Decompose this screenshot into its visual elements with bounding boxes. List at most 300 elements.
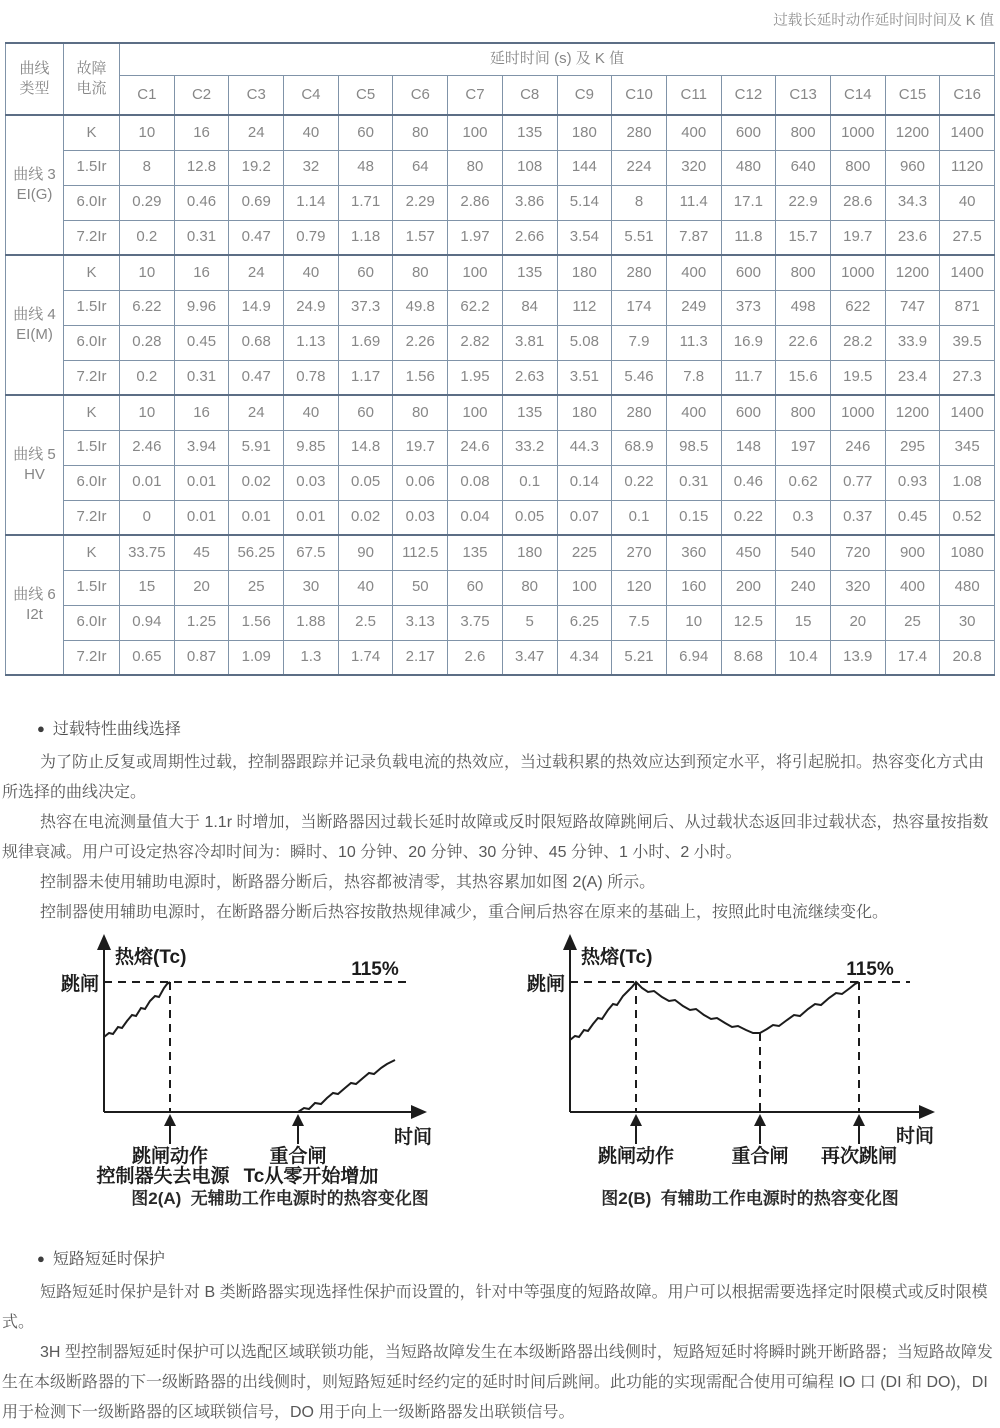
- value-cell: 0.02: [229, 465, 284, 500]
- value-cell: 3.54: [557, 220, 612, 255]
- value-cell: 84: [502, 290, 557, 325]
- trip-marker-arrowhead-icon: [164, 1114, 176, 1126]
- column-header: C8: [502, 75, 557, 115]
- value-cell: 0.2: [120, 220, 175, 255]
- column-header: C10: [612, 75, 667, 115]
- value-cell: 450: [721, 535, 776, 570]
- value-cell: 28.6: [830, 185, 885, 220]
- value-cell: 60: [338, 115, 393, 150]
- value-cell: 0.02: [338, 500, 393, 535]
- note-power-loss: 控制器失去电源: [96, 1166, 230, 1187]
- value-cell: 900: [885, 535, 940, 570]
- column-header: C16: [940, 75, 995, 115]
- table-row: [6, 220, 995, 255]
- value-cell: 10: [666, 605, 721, 640]
- value-cell: 600: [721, 395, 776, 430]
- table-row: [6, 325, 995, 360]
- value-cell: 17.1: [721, 185, 776, 220]
- value-cell: 7.87: [666, 220, 721, 255]
- value-cell: 1.97: [448, 220, 503, 255]
- value-cell: 720: [830, 535, 885, 570]
- trip-marker-arrowhead-icon: [630, 1114, 642, 1126]
- column-header: C7: [448, 75, 503, 115]
- value-cell: 540: [776, 535, 831, 570]
- value-cell: 0.65: [120, 640, 175, 675]
- table-row: [6, 115, 995, 150]
- value-cell: 0.01: [174, 465, 229, 500]
- value-cell: 1.14: [284, 185, 339, 220]
- fault-current-cell: 6.0Ir: [64, 325, 120, 360]
- thermal-curve-restart: [298, 1060, 395, 1112]
- fault-current-cell: K: [64, 535, 120, 570]
- value-cell: 3.81: [502, 325, 557, 360]
- retrip-marker-arrowhead-icon: [853, 1114, 865, 1126]
- table-row: [6, 465, 995, 500]
- value-cell: 27.5: [940, 220, 995, 255]
- value-cell: 3.47: [502, 640, 557, 675]
- table-header-row: [6, 43, 995, 75]
- value-cell: 60: [448, 570, 503, 605]
- value-cell: 22.6: [776, 325, 831, 360]
- value-cell: 0.68: [229, 325, 284, 360]
- bullet-icon: ●: [37, 721, 45, 736]
- value-cell: 30: [284, 570, 339, 605]
- value-cell: 5.51: [612, 220, 667, 255]
- page-header-note: 过载长延时动作延时间时间及 K 值: [773, 13, 994, 29]
- value-cell: 871: [940, 290, 995, 325]
- value-cell: 345: [940, 430, 995, 465]
- reclose-label: 重合闸: [269, 1146, 327, 1167]
- value-cell: 0.28: [120, 325, 175, 360]
- paragraph: 控制器使用辅助电源时，在断路器分断后热容按散热规律减少，重合闸后热容在原来的基础上，按照此时电流继续变化。: [40, 904, 889, 921]
- value-cell: 0.01: [120, 465, 175, 500]
- value-cell: 0.45: [885, 500, 940, 535]
- table-row: [6, 255, 995, 290]
- value-cell: 280: [612, 115, 667, 150]
- value-cell: 0.29: [120, 185, 175, 220]
- value-cell: 48: [338, 150, 393, 185]
- value-cell: 60: [338, 255, 393, 290]
- value-cell: 33.75: [120, 535, 175, 570]
- value-cell: 800: [776, 255, 831, 290]
- value-cell: 37.3: [338, 290, 393, 325]
- value-cell: 2.63: [502, 360, 557, 395]
- value-cell: 0.01: [229, 500, 284, 535]
- value-cell: 9.85: [284, 430, 339, 465]
- value-cell: 90: [338, 535, 393, 570]
- figure-b-caption: 图2(B) 有辅助工作电源时的热容变化图: [601, 1189, 899, 1208]
- column-header: C5: [338, 75, 393, 115]
- delay-k-span-header: 延时时间 (s) 及 K 值: [120, 43, 995, 75]
- value-cell: 0.31: [174, 360, 229, 395]
- value-cell: 240: [776, 570, 831, 605]
- value-cell: 25: [229, 570, 284, 605]
- value-cell: 3.13: [393, 605, 448, 640]
- value-cell: 1.18: [338, 220, 393, 255]
- value-cell: 2.82: [448, 325, 503, 360]
- value-cell: 25: [885, 605, 940, 640]
- value-cell: 39.5: [940, 325, 995, 360]
- value-cell: 11.4: [666, 185, 721, 220]
- value-cell: 180: [557, 115, 612, 150]
- value-cell: 800: [776, 395, 831, 430]
- value-cell: 19.7: [830, 220, 885, 255]
- value-cell: 11.3: [666, 325, 721, 360]
- value-cell: 15: [776, 605, 831, 640]
- value-cell: 1.69: [338, 325, 393, 360]
- value-cell: 100: [448, 395, 503, 430]
- note-tc-restart: Tc从零开始增加: [243, 1166, 379, 1187]
- value-cell: 12.8: [174, 150, 229, 185]
- value-cell: 60: [338, 395, 393, 430]
- value-cell: 0.93: [885, 465, 940, 500]
- value-cell: 249: [666, 290, 721, 325]
- value-cell: 280: [612, 395, 667, 430]
- value-cell: 20: [174, 570, 229, 605]
- value-cell: 480: [721, 150, 776, 185]
- paragraph: 短路短延时保护是针对 B 类断路器实现选择性保护而设置的，针对中等强度的短路故障。用户可以根据需要选择定时限模式或反时限模式。: [2, 1284, 988, 1331]
- fault-current-cell: 6.0Ir: [64, 605, 120, 640]
- value-cell: 0.78: [284, 360, 339, 395]
- fault-current-cell: 6.0Ir: [64, 465, 120, 500]
- value-cell: 0: [120, 500, 175, 535]
- table-row: [6, 500, 995, 535]
- value-cell: 1.74: [338, 640, 393, 675]
- value-cell: 135: [502, 395, 557, 430]
- section-overload-body: [2, 748, 998, 928]
- value-cell: 1200: [885, 115, 940, 150]
- paragraph: 3H 型控制器短延时保护可以选配区域联锁功能，当短路故障发生在本级断路器出线侧时，短路短延时将瞬时跳开断路器；当短路故障发生在本级断路器的下一级断路器的出线侧时，则短路短延时经约定的延时时间后跳闸。此功能的实现需配合使用可编程 IO 口 (DI 和 DO)，DI 用于检测下一级断路器的区域联锁信号，DO 用于向上一级断路器发出联锁信号。: [2, 1344, 993, 1421]
- value-cell: 15.7: [776, 220, 831, 255]
- value-cell: 1120: [940, 150, 995, 185]
- value-cell: 135: [502, 115, 557, 150]
- bullet-icon: ●: [37, 1251, 45, 1266]
- threshold-label: 115%: [846, 959, 894, 980]
- value-cell: 24: [229, 115, 284, 150]
- column-header: C4: [284, 75, 339, 115]
- value-cell: 5.46: [612, 360, 667, 395]
- trip-level-label: 跳闸: [526, 974, 565, 995]
- table-row: [6, 395, 995, 430]
- value-cell: 19.7: [393, 430, 448, 465]
- x-axis-label: 时间: [895, 1126, 935, 1147]
- fault-current-cell: 7.2Ir: [64, 220, 120, 255]
- figure-a-caption: 图2(A) 无辅助工作电源时的热容变化图: [131, 1189, 429, 1208]
- value-cell: 50: [393, 570, 448, 605]
- value-cell: 960: [885, 150, 940, 185]
- value-cell: 2.29: [393, 185, 448, 220]
- reclose-marker-arrowhead-icon: [754, 1114, 766, 1126]
- value-cell: 0.04: [448, 500, 503, 535]
- value-cell: 1.13: [284, 325, 339, 360]
- table-row: [6, 430, 995, 465]
- value-cell: 1.56: [393, 360, 448, 395]
- curve-type-header: 曲线 类型: [6, 43, 64, 115]
- value-cell: 24.9: [284, 290, 339, 325]
- value-cell: 5: [502, 605, 557, 640]
- value-cell: 0.31: [666, 465, 721, 500]
- value-cell: 160: [666, 570, 721, 605]
- curve-name-cell: 曲线 6 I2t: [6, 535, 64, 675]
- value-cell: 0.31: [174, 220, 229, 255]
- value-cell: 2.46: [120, 430, 175, 465]
- value-cell: 360: [666, 535, 721, 570]
- value-cell: 0.07: [557, 500, 612, 535]
- x-axis-label: 时间: [393, 1127, 433, 1148]
- column-header: C11: [666, 75, 721, 115]
- section-short-delay-title: [2, 1249, 998, 1271]
- thermal-curve: [570, 982, 859, 1040]
- value-cell: 1.57: [393, 220, 448, 255]
- figure-b: [525, 930, 975, 1209]
- fault-current-cell: 7.2Ir: [64, 360, 120, 395]
- value-cell: 1.95: [448, 360, 503, 395]
- value-cell: 12.5: [721, 605, 776, 640]
- value-cell: 16: [174, 395, 229, 430]
- value-cell: 100: [557, 570, 612, 605]
- value-cell: 600: [721, 115, 776, 150]
- value-cell: 6.94: [666, 640, 721, 675]
- value-cell: 112.5: [393, 535, 448, 570]
- value-cell: 10.4: [776, 640, 831, 675]
- x-axis-arrow-icon: [411, 1105, 427, 1119]
- value-cell: 0.05: [338, 465, 393, 500]
- value-cell: 1000: [830, 255, 885, 290]
- value-cell: 40: [284, 395, 339, 430]
- value-cell: 24.6: [448, 430, 503, 465]
- value-cell: 64: [393, 150, 448, 185]
- value-cell: 62.2: [448, 290, 503, 325]
- value-cell: 498: [776, 290, 831, 325]
- section-overload: [2, 719, 998, 928]
- value-cell: 0.45: [174, 325, 229, 360]
- y-axis-arrow-icon: [97, 934, 111, 950]
- value-cell: 480: [940, 570, 995, 605]
- value-cell: 7.8: [666, 360, 721, 395]
- value-cell: 0.94: [120, 605, 175, 640]
- value-cell: 800: [830, 150, 885, 185]
- value-cell: 33.9: [885, 325, 940, 360]
- value-cell: 1.71: [338, 185, 393, 220]
- value-cell: 28.2: [830, 325, 885, 360]
- value-cell: 0.47: [229, 220, 284, 255]
- trip-level-label: 跳闸: [60, 974, 99, 995]
- value-cell: 1400: [940, 115, 995, 150]
- value-cell: 6.25: [557, 605, 612, 640]
- value-cell: 0.08: [448, 465, 503, 500]
- value-cell: 0.01: [284, 500, 339, 535]
- x-axis-arrow-icon: [919, 1105, 935, 1119]
- value-cell: 33.2: [502, 430, 557, 465]
- fault-current-cell: 1.5Ir: [64, 290, 120, 325]
- value-cell: 23.4: [885, 360, 940, 395]
- value-cell: 0.46: [174, 185, 229, 220]
- value-cell: 0.03: [393, 500, 448, 535]
- table-row: [6, 570, 995, 605]
- fault-current-cell: 1.5Ir: [64, 570, 120, 605]
- value-cell: 8.68: [721, 640, 776, 675]
- column-header: C15: [885, 75, 940, 115]
- value-cell: 1000: [830, 395, 885, 430]
- value-cell: 0.05: [502, 500, 557, 535]
- table-row: [6, 290, 995, 325]
- value-cell: 45: [174, 535, 229, 570]
- value-cell: 98.5: [666, 430, 721, 465]
- value-cell: 640: [776, 150, 831, 185]
- value-cell: 1200: [885, 255, 940, 290]
- curve-name-cell: 曲线 3 EI(G): [6, 115, 64, 255]
- value-cell: 246: [830, 430, 885, 465]
- value-cell: 135: [448, 535, 503, 570]
- value-cell: 20.8: [940, 640, 995, 675]
- value-cell: 24: [229, 255, 284, 290]
- value-cell: 7.5: [612, 605, 667, 640]
- fault-current-cell: K: [64, 255, 120, 290]
- value-cell: 40: [940, 185, 995, 220]
- value-cell: 16: [174, 255, 229, 290]
- value-cell: 23.6: [885, 220, 940, 255]
- fault-current-cell: 1.5Ir: [64, 150, 120, 185]
- value-cell: 30: [940, 605, 995, 640]
- value-cell: 120: [612, 570, 667, 605]
- value-cell: 10: [120, 255, 175, 290]
- value-cell: 200: [721, 570, 776, 605]
- value-cell: 1080: [940, 535, 995, 570]
- value-cell: 0.79: [284, 220, 339, 255]
- value-cell: 80: [393, 255, 448, 290]
- value-cell: 11.7: [721, 360, 776, 395]
- reclose-marker-arrowhead-icon: [292, 1114, 304, 1126]
- value-cell: 144: [557, 150, 612, 185]
- value-cell: 0.14: [557, 465, 612, 500]
- value-cell: 270: [612, 535, 667, 570]
- value-cell: 56.25: [229, 535, 284, 570]
- thermal-curve-rise: [104, 982, 170, 1037]
- threshold-label: 115%: [351, 959, 399, 980]
- value-cell: 1400: [940, 255, 995, 290]
- value-cell: 224: [612, 150, 667, 185]
- fault-current-header: 故障 电流: [64, 43, 120, 115]
- retrip-label: 再次跳闸: [820, 1146, 898, 1167]
- fault-current-cell: K: [64, 395, 120, 430]
- value-cell: 1200: [885, 395, 940, 430]
- fault-current-cell: 7.2Ir: [64, 500, 120, 535]
- value-cell: 68.9: [612, 430, 667, 465]
- value-cell: 3.51: [557, 360, 612, 395]
- value-cell: 1.56: [229, 605, 284, 640]
- value-cell: 14.9: [229, 290, 284, 325]
- column-header: C12: [721, 75, 776, 115]
- value-cell: 1.08: [940, 465, 995, 500]
- value-cell: 40: [284, 115, 339, 150]
- value-cell: 0.1: [502, 465, 557, 500]
- value-cell: 108: [502, 150, 557, 185]
- value-cell: 6.22: [120, 290, 175, 325]
- value-cell: 5.14: [557, 185, 612, 220]
- value-cell: 320: [666, 150, 721, 185]
- value-cell: 40: [284, 255, 339, 290]
- value-cell: 2.17: [393, 640, 448, 675]
- value-cell: 80: [393, 115, 448, 150]
- value-cell: 100: [448, 115, 503, 150]
- value-cell: 148: [721, 430, 776, 465]
- value-cell: 16: [174, 115, 229, 150]
- thermal-capacity-chart-a: [55, 930, 505, 1187]
- paragraph: 为了防止反复或周期性过载，控制器跟踪并记录负载电流的热效应，当过载积累的热效应达到预定水平，将引起脱扣。热容变化方式由所选择的曲线决定。: [2, 754, 985, 801]
- curve-name-cell: 曲线 4 EI(M): [6, 255, 64, 395]
- value-cell: 44.3: [557, 430, 612, 465]
- value-cell: 400: [885, 570, 940, 605]
- column-header-row: [6, 75, 995, 115]
- value-cell: 1.17: [338, 360, 393, 395]
- section-title-text: 短路短延时保护: [52, 1251, 165, 1268]
- value-cell: 320: [830, 570, 885, 605]
- value-cell: 0.01: [174, 500, 229, 535]
- section-title-text: 过载特性曲线选择: [52, 721, 181, 738]
- fault-current-cell: K: [64, 115, 120, 150]
- value-cell: 0.77: [830, 465, 885, 500]
- value-cell: 800: [776, 115, 831, 150]
- value-cell: 600: [721, 255, 776, 290]
- fault-current-cell: 7.2Ir: [64, 640, 120, 675]
- value-cell: 2.66: [502, 220, 557, 255]
- value-cell: 22.9: [776, 185, 831, 220]
- value-cell: 27.3: [940, 360, 995, 395]
- column-header: C1: [120, 75, 175, 115]
- table-row: [6, 640, 995, 675]
- value-cell: 1.88: [284, 605, 339, 640]
- table-row: [6, 150, 995, 185]
- value-cell: 1400: [940, 395, 995, 430]
- y-axis-label: 热熔(Tc): [115, 947, 187, 968]
- value-cell: 400: [666, 255, 721, 290]
- value-cell: 0.2: [120, 360, 175, 395]
- paragraph: 热容在电流测量值大于 1.1r 时增加，当断路器因过载长延时故障或反时限短路故障跳闸后、从过载状态返回非过载状态，热容量按指数规律衰减。用户可设定热容冷却时间为：瞬时、10 分钟、20 分钟、30 分钟、45 分钟、1 小时、2 小时。: [2, 814, 989, 861]
- y-axis-label: 热熔(Tc): [581, 947, 653, 968]
- value-cell: 373: [721, 290, 776, 325]
- value-cell: 180: [557, 395, 612, 430]
- value-cell: 9.96: [174, 290, 229, 325]
- value-cell: 67.5: [284, 535, 339, 570]
- value-cell: 135: [502, 255, 557, 290]
- value-cell: 0.22: [721, 500, 776, 535]
- trip-action-label: 跳闸动作: [597, 1146, 675, 1167]
- value-cell: 5.91: [229, 430, 284, 465]
- value-cell: 8: [612, 185, 667, 220]
- value-cell: 5.21: [612, 640, 667, 675]
- value-cell: 15.6: [776, 360, 831, 395]
- section-overload-title: [2, 719, 998, 741]
- column-header: C9: [557, 75, 612, 115]
- value-cell: 8: [120, 150, 175, 185]
- value-cell: 24: [229, 395, 284, 430]
- value-cell: 40: [338, 570, 393, 605]
- value-cell: 280: [612, 255, 667, 290]
- value-cell: 11.8: [721, 220, 776, 255]
- value-cell: 0.87: [174, 640, 229, 675]
- value-cell: 0.3: [776, 500, 831, 535]
- delay-k-table: [5, 42, 995, 676]
- fault-current-cell: 1.5Ir: [64, 430, 120, 465]
- table-row: [6, 185, 995, 220]
- value-cell: 400: [666, 115, 721, 150]
- value-cell: 180: [502, 535, 557, 570]
- value-cell: 225: [557, 535, 612, 570]
- column-header: C6: [393, 75, 448, 115]
- figure-a: [55, 930, 505, 1209]
- value-cell: 5.08: [557, 325, 612, 360]
- value-cell: 0.15: [666, 500, 721, 535]
